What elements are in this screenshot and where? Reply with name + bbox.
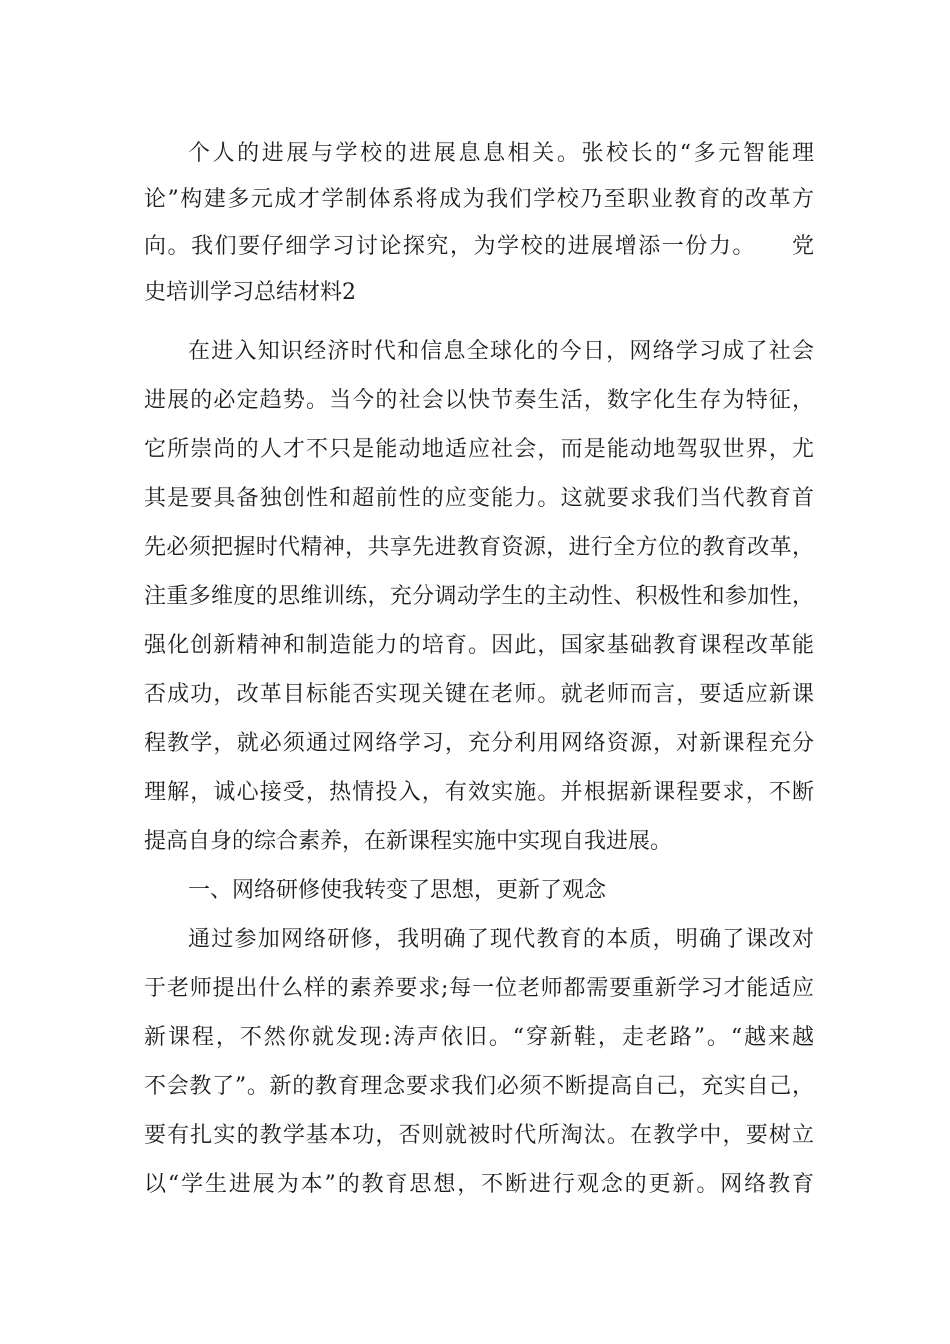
text-line: 它所崇尚的人才不只是能动地适应社会，而是能动地驾驭世界，尤 bbox=[144, 437, 814, 462]
text-line: 先必须把握时代精神，共享先进教育资源，进行全方位的教育改革， bbox=[144, 535, 814, 560]
text-line: 论”构建多元成才学制体系将成为我们学校乃至职业教育的改革方 bbox=[144, 187, 814, 212]
section-title: 史培训学习总结材料2 bbox=[144, 280, 356, 305]
text-line: 不会教了”。新的教育理念要求我们必须不断提高自己，充实自己， bbox=[144, 1074, 814, 1099]
text-line: 以“学生进展为本”的教育思想，不断进行观念的更新。网络教育 bbox=[144, 1172, 814, 1197]
text-line: 通过参加网络研修，我明确了现代教育的本质，明确了课改对 bbox=[188, 927, 814, 952]
text-line: 强化创新精神和制造能力的培育。因此，国家基础教育课程改革能 bbox=[144, 633, 814, 658]
text-line: 理解，诚心接受，热情投入，有效实施。并根据新课程要求，不断 bbox=[144, 780, 814, 805]
section-heading: 一、网络研修使我转变了思想，更新了观念 bbox=[188, 878, 607, 903]
text-line: 否成功，改革目标能否实现关键在老师。就老师而言，要适应新课 bbox=[144, 682, 814, 707]
text-line: 在进入知识经济时代和信息全球化的今日，网络学习成了社会 bbox=[188, 339, 814, 364]
text-line: 新课程，不然你就发现:涛声依旧。“穿新鞋，走老路”。“越来越 bbox=[144, 1025, 814, 1050]
text-line: 注重多维度的思维训练，充分调动学生的主动性、积极性和参加性， bbox=[144, 584, 814, 609]
text-line: 进展的必定趋势。当今的社会以快节奏生活，数字化生存为特征， bbox=[144, 388, 814, 413]
text-line: 要有扎实的教学基本功，否则就被时代所淘汰。在教学中，要树立 bbox=[144, 1123, 814, 1148]
text-line: 于老师提出什么样的素养要求;每一位老师都需要重新学习才能适应 bbox=[144, 976, 814, 1001]
text-line: 个人的进展与学校的进展息息相关。张校长的“多元智能理 bbox=[188, 141, 814, 166]
text-line: 提高自身的综合素养，在新课程实施中实现自我进展。 bbox=[144, 829, 673, 854]
text-line: 其是要具备独创性和超前性的应变能力。这就要求我们当代教育首 bbox=[144, 486, 814, 511]
text-line: 向。我们要仔细学习讨论探究，为学校的进展增添一份力。 党 bbox=[144, 234, 814, 259]
text-line: 程教学，就必须通过网络学习，充分利用网络资源，对新课程充分 bbox=[144, 731, 814, 756]
